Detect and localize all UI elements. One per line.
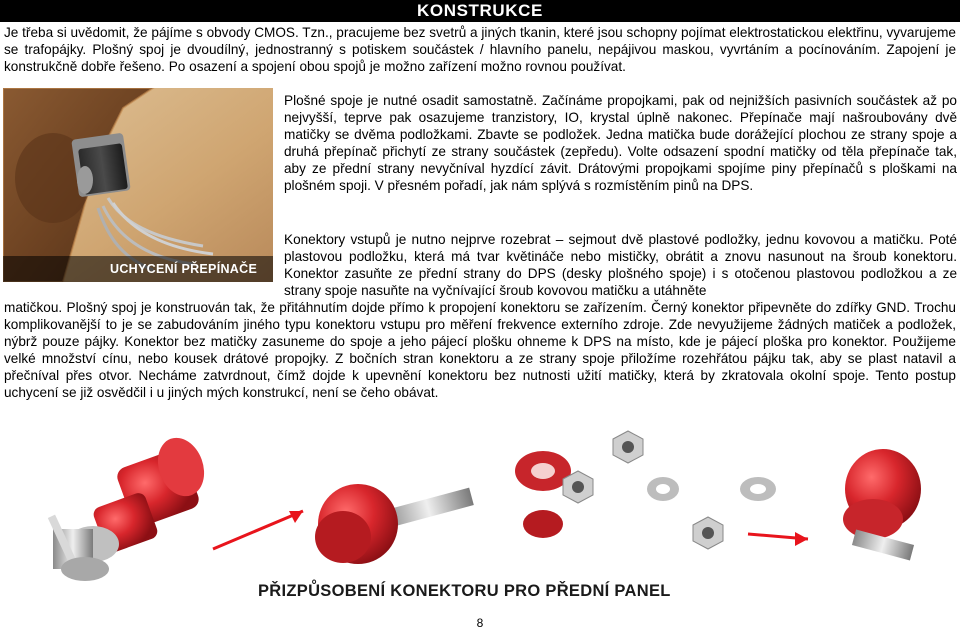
switch-photo-caption: UCHYCENÍ PŘEPÍNAČE — [110, 262, 258, 276]
switch-mounting-photo — [3, 88, 273, 282]
connector-photo-illustration — [3, 419, 957, 608]
connector-adaptation-photo — [3, 419, 957, 608]
page-number: 8 — [476, 616, 484, 630]
adapted-connector — [843, 449, 921, 560]
connector-photo-caption: PŘIZPŮSOBENÍ KONEKTORU PRO PŘEDNÍ PANEL — [258, 582, 671, 600]
connector-paragraph-continued: matičkou. Plošný spoj je konstruován tak, že přitáhnutím dojde přímo k propojení konektoru se zařízením. Černý konektor připevněte do zdířky GND. Trochu komplikovanější to je se zabudováním jiného typu konektoru vstupu pro měření frekvence externího zdroje. Zde nevyužijeme žádných matiček a podložek, nýbrž pouze pájky. Konektor bez matičky zasuneme do spoje a jeho pájecí plošku ohneme k DPS na místo, kde je pájecí ploška pro konektor. Použijeme velké množství cínu, nebo kousek drátové propojky. Z bočních stran konektoru a ze strany spoje přiložíme rozehřátou pájku tak, aby se plast natavil a přečníval přes otvor. Necháme zatvrdnout, čímž dojde k upevnění konektoru bez nutnosti užití matičky, která by zkratovala okolní spoje. Tento postup uchycení se již osvědčil i u jiných mých konstrukcí, není se čeho obávat. — [4, 300, 956, 400]
connector-paragraph: Konektory vstupů je nutno nejprve rozebrat – sejmout dvě plastové podložky, jednu kovovou a matičku. Poté plastovou podložku, která má tvar květináče nebo mističky, obrátit a znovu nasunout na šroub konektoru. Konektor zasuňte ze přední strany do DPS (desky plošného spoje) i s otočenou plastovou podložkou a ze strany spoje nasuňte na vyčnívající šroub kovovou matičku a utáhněte — [284, 232, 957, 298]
switch-photo-illustration — [3, 88, 273, 282]
intro-paragraph: Je třeba si uvědomit, že pájíme s obvody CMOS. Tzn., pracujeme bez svetrů a jiných tkanin, které jsou schopny pojímat elektrostatickou elektřinu, vyvarujeme se trafopájky. Plošný spoj je dvoudílný, jednostranný s potiskem součástek / hlavního panelu, nepájivou maskou, vyvrtáním a pocínováním. Zapojení je konstrukčně dobře řešeno. Po osazení a spojení obou spojů je možno zařízení možno rovnou používat. — [4, 25, 956, 74]
assembly-paragraph: Plošné spoje je nutné osadit samostatně. Začínáme propojkami, pak od nejnižších pasivních součástek až po nejvyšší, teprve pak osazujeme tranzistory, IO, krystal úplně nakonec. Přepínače mají našroubovány dvě matičky se dvěma podložkami. Zbavte se podložek. Jedna matička bude dorážející plochou ze strany spoje a druhá přepínač přichytí ze strany součástek (zepředu). Volte odsazení spodní matičky od těla přepínače tak, aby ze přední strany nevyčníval hyzdící závit. Drátovými propojkami spojíme piny přepínačů s ploškami na plošném spoji. V přesném pořadí, jak nám splývá s rozmístěním pinů na DPS. — [284, 93, 957, 193]
section-title: KONSTRUKCE — [417, 1, 543, 20]
